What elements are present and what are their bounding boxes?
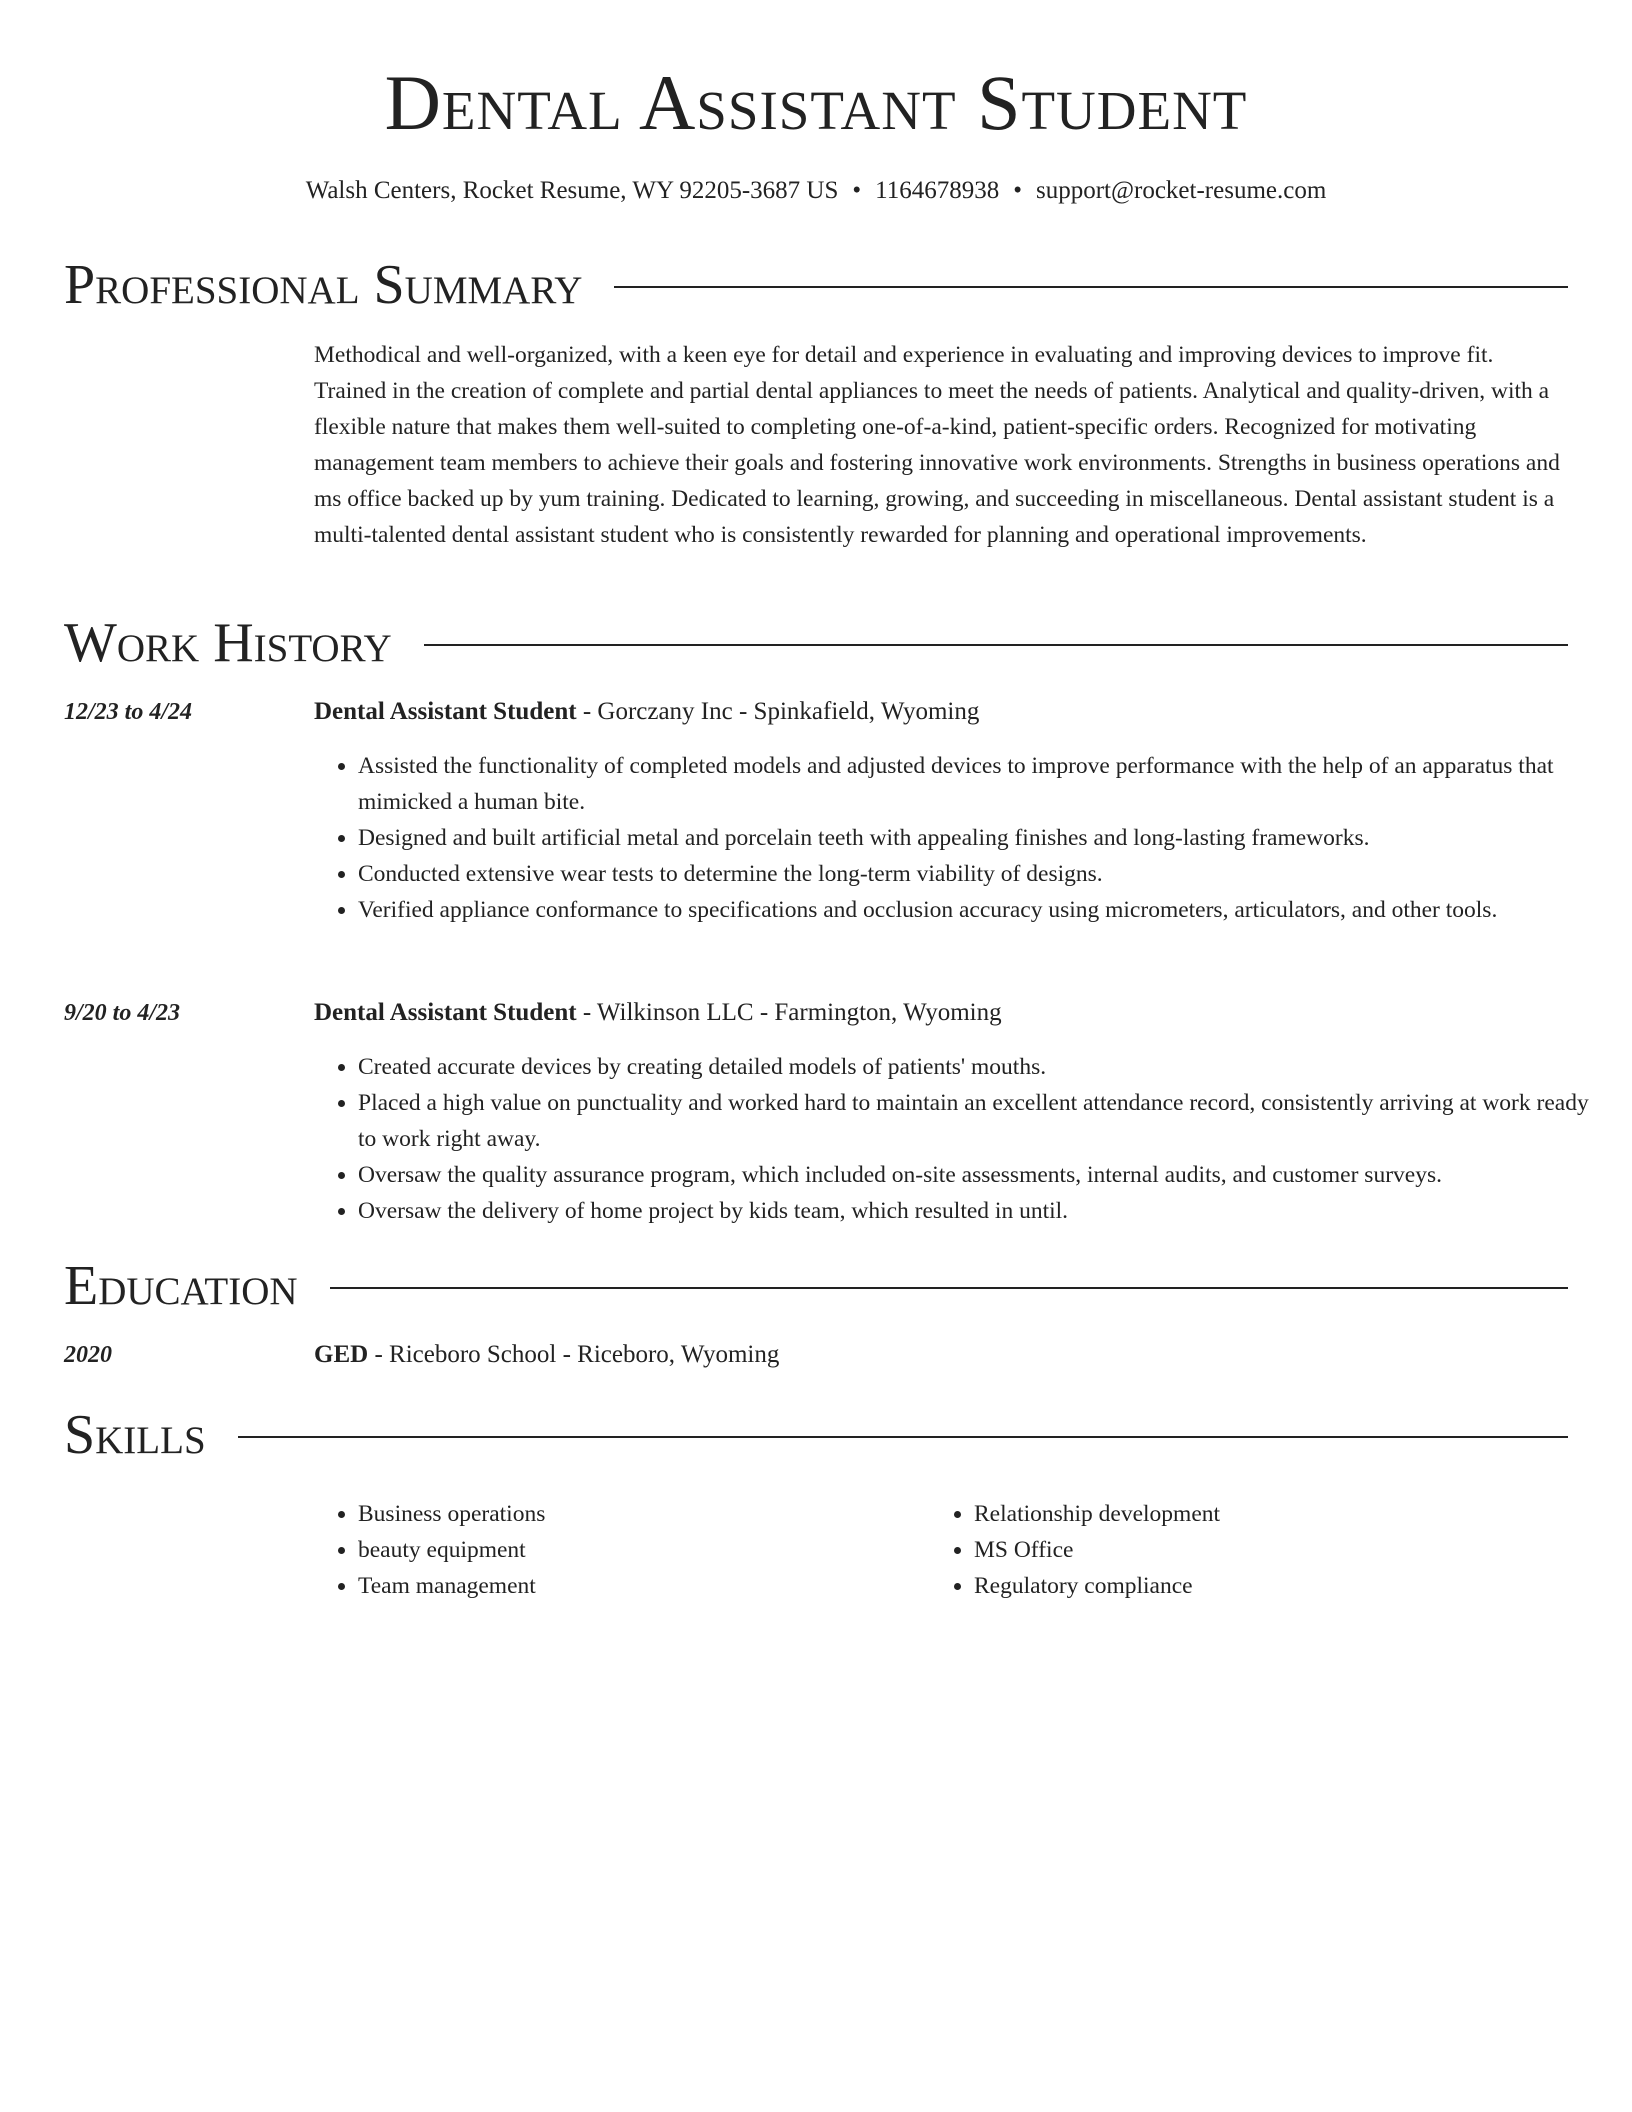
job-bullet: • Created accurate devices by creating detailed models of patients' mouths. — [358, 1049, 1612, 1085]
education-details: - Riceboro School - Riceboro, Wyoming — [368, 1341, 780, 1368]
section-title: Education — [64, 1255, 298, 1317]
section-title: Professional Summary — [64, 254, 583, 316]
skill-item: • beauty equipment — [358, 1532, 918, 1568]
skills-list-right — [930, 1496, 1594, 1604]
section-divider — [614, 286, 1568, 288]
job-bullet: • Placed a high value on punctuality and worked hard to maintain an excellent attendance record, consistently arriving at work ready to work right away. — [358, 1085, 1612, 1157]
job-details: - Gorczany Inc - Spinkafield, Wyoming — [576, 698, 980, 725]
section-heading-education — [64, 1253, 1568, 1319]
job-bullet: • Oversaw the delivery of home project by kids team, which resulted in until. — [358, 1193, 1612, 1229]
job-title: Dental Assistant Student — [314, 698, 577, 725]
skill-item: • Relationship development — [974, 1496, 1594, 1532]
contact-line — [0, 176, 1632, 206]
skill-item: • Business operations — [358, 1496, 918, 1532]
job-bullet: • Oversaw the quality assurance program, which included on-site assessments, internal audits, and customer surveys. — [358, 1157, 1612, 1193]
section-title: Skills — [64, 1404, 206, 1466]
skills-list-left — [314, 1496, 918, 1604]
job-heading — [314, 995, 1568, 1031]
education-degree: GED — [314, 1341, 369, 1368]
job-bullet: • Verified appliance conformance to specifications and occlusion accuracy using micrometers, articulators, and other tools. — [358, 892, 1612, 928]
section-divider — [238, 1436, 1568, 1438]
section-divider — [330, 1287, 1568, 1289]
contact-separator: • — [1013, 177, 1022, 204]
job-title: Dental Assistant Student — [314, 999, 577, 1026]
job-bullets — [314, 1049, 1612, 1229]
section-divider — [424, 644, 1568, 646]
contact-email: support@rocket-resume.com — [1035, 177, 1327, 204]
skill-item: • Regulatory compliance — [974, 1568, 1594, 1604]
job-bullet: • Designed and built artificial metal and porcelain teeth with appealing finishes and long-lasting frameworks. — [358, 820, 1612, 856]
skill-item: • Team management — [358, 1568, 918, 1604]
job-bullets — [314, 748, 1612, 928]
candidate-name: Dental Assistant Student — [384, 59, 1248, 146]
education-heading — [314, 1337, 1568, 1373]
section-heading-skills — [64, 1402, 1568, 1468]
section-title: Work History — [64, 612, 392, 674]
job-details: - Wilkinson LLC - Farmington, Wyoming — [576, 999, 1002, 1026]
job-dates: 9/20 to 4/23 — [64, 1000, 181, 1026]
summary-text: Methodical and well-organized, with a keen eye for detail and experience in evaluating and improving devices to improve fit. Trained in the creation of complete and partial dental appliances to meet the needs of patients. Analytical and quality-driven, with a flexible nature that makes them well-suited to completing one-of-a-kind, patient-specific orders. Recognized for motivating management team members to achieve their goals and fostering innovative work environments. Strengths in business operations and ms office backed up by yum training. Dedicated to learning, growing, and succeeding in miscellaneous. Dental assistant student is a multi-talented dental assistant student who is consistently rewarded for planning and operational improvements. — [314, 342, 1560, 548]
job-bullet: • Assisted the functionality of completed models and adjusted devices to improve performance with the help of an apparatus that mimicked a human bite. — [358, 748, 1612, 820]
section-heading-summary — [64, 252, 1568, 318]
skill-item: • MS Office — [974, 1532, 1594, 1568]
contact-phone: 1164678938 — [875, 177, 1000, 204]
section-heading-work-history — [64, 610, 1568, 676]
job-heading — [314, 694, 1568, 730]
education-year: 2020 — [64, 1342, 112, 1368]
contact-address: Walsh Centers, Rocket Resume, WY 92205-3687 US — [305, 177, 839, 204]
contact-separator: • — [852, 177, 862, 204]
job-bullet: • Conducted extensive wear tests to determine the long-term viability of designs. — [358, 856, 1612, 892]
job-dates: 12/23 to 4/24 — [64, 699, 193, 725]
